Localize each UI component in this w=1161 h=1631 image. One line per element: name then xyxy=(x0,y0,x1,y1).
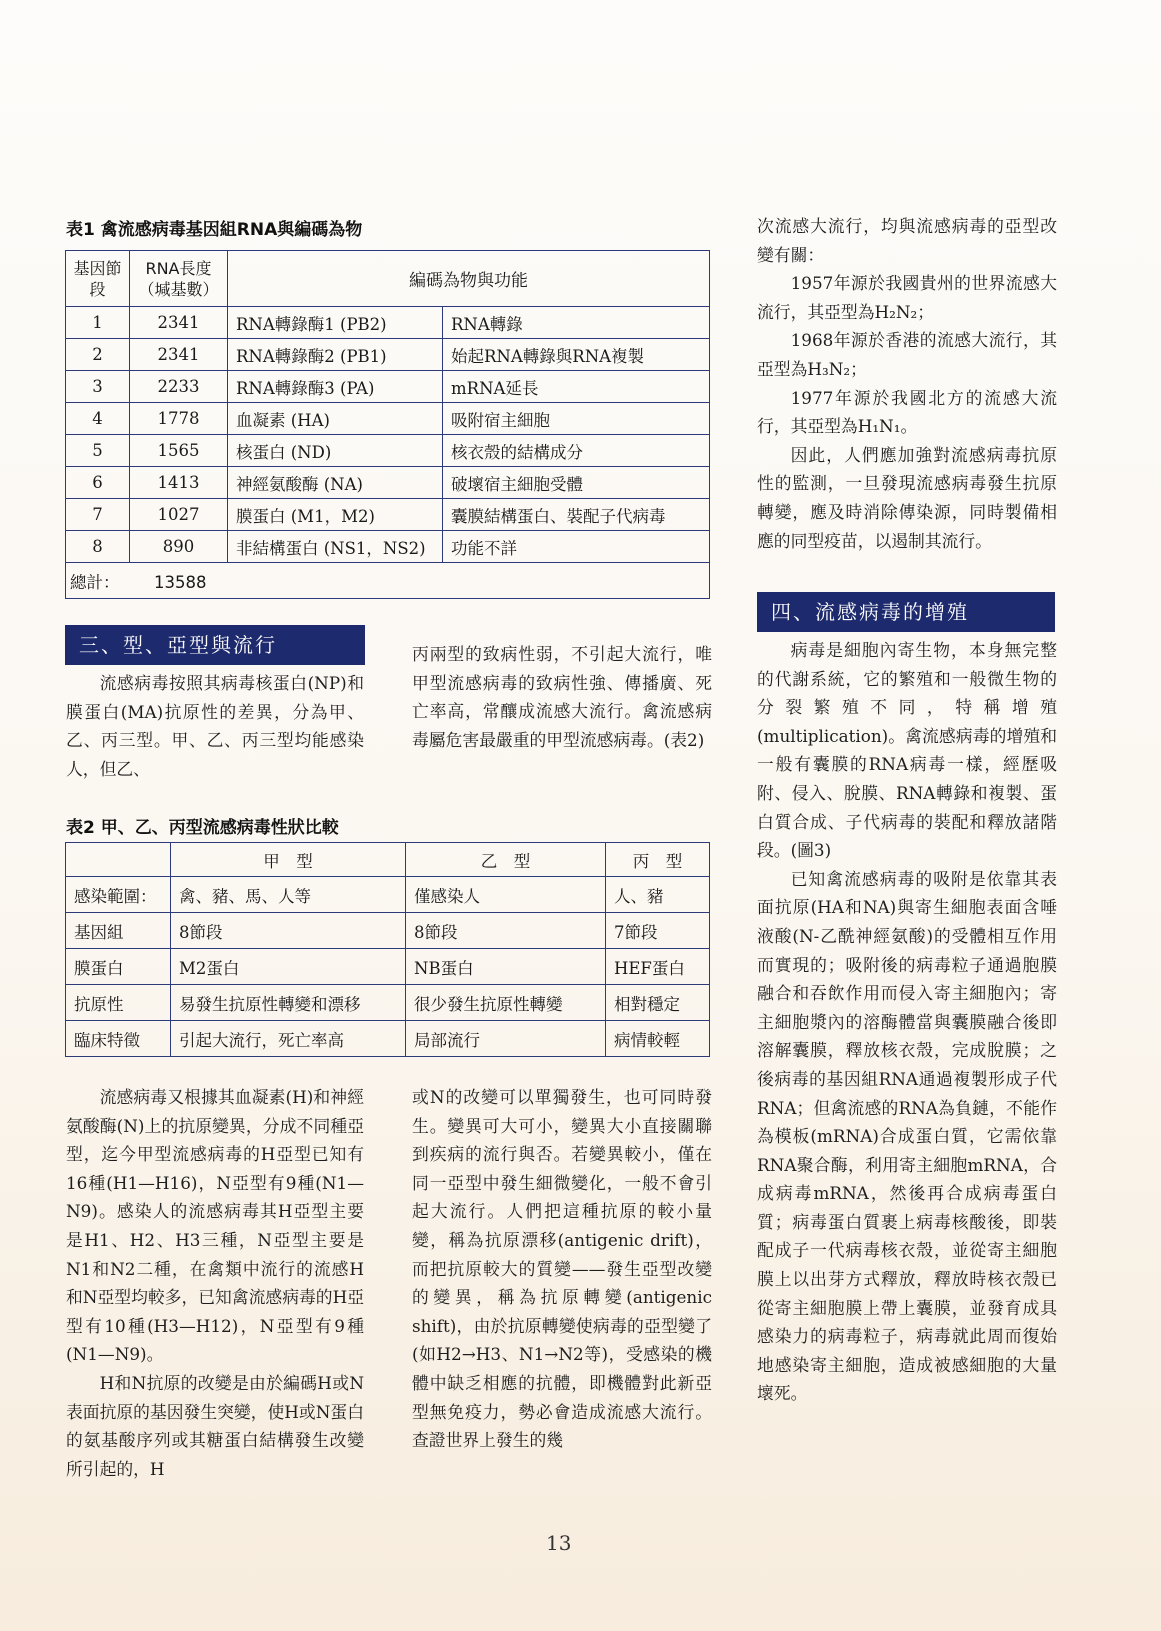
total-label: 總計： xyxy=(70,572,120,592)
type-b-cell: 局部流行 xyxy=(406,1021,606,1057)
function-cell: 始起RNA轉錄與RNA複製 xyxy=(443,339,710,371)
body-mid-para1: 或N的改變可以單獨發生，也可同時發生。變異可大可小，變異大小直接關聯到疾病的流行與否。若變異較小，僅在同一亞型中發生細微變化，一般不會引起大流行。人們把這種抗原的較小量變，稱為抗原漂移(antigenic drift)，而把抗原較大的質變——發生亞型改變的變異，稱為抗原轉變(antigenic shift)，由於抗原轉變使病毒的亞型變了(如H2→H3、N1→N2等)，受感染的機體中缺乏相應的抗體，即機體對此新亞型無免疫力，勢必會造成流感大流行。查證世界上發生的幾 xyxy=(412,1087,712,1451)
length-cell: 2341 xyxy=(130,307,228,339)
table2-caption: 表2 甲、乙、丙型流感病毒性狀比較 xyxy=(66,818,339,838)
segment-cell: 3 xyxy=(66,371,130,403)
segment-cell: 6 xyxy=(66,467,130,499)
table1-header-segment: 基因節段 xyxy=(66,251,130,307)
function-cell: RNA轉錄 xyxy=(443,307,710,339)
section3-para-left xyxy=(66,669,364,783)
total-value: 13588 xyxy=(154,572,207,592)
type-a-cell: 引起大流行，死亡率高 xyxy=(171,1021,406,1057)
table-row xyxy=(66,467,710,499)
row-label: 感染範圍： xyxy=(66,877,171,913)
row-label: 膜蛋白 xyxy=(66,949,171,985)
table-row xyxy=(66,371,710,403)
body-mid-column xyxy=(412,1083,712,1455)
product-cell: 血凝素 (HA) xyxy=(228,403,443,435)
table-row xyxy=(66,435,710,467)
type-a-cell: 禽、豬、馬、人等 xyxy=(171,877,406,913)
segment-cell: 7 xyxy=(66,499,130,531)
length-cell: 1413 xyxy=(130,467,228,499)
right-para4: 1977年源於我國北方的流感大流行，其亞型為H₁N₁。 xyxy=(757,387,1057,437)
table-row xyxy=(66,913,710,949)
table1 xyxy=(65,250,710,599)
length-cell: 890 xyxy=(130,531,228,563)
type-a-cell: 易發生抗原性轉變和漂移 xyxy=(171,985,406,1021)
page-number: 13 xyxy=(546,1531,572,1555)
right-para3: 1968年源於香港的流感大流行，其亞型為H₃N₂； xyxy=(757,330,1057,379)
type-b-cell: 僅感染人 xyxy=(406,877,606,913)
table-row xyxy=(66,307,710,339)
section3-para1: 流感病毒按照其病毒核蛋白(NP)和膜蛋白(MA)抗原性的差異，分為甲、乙、丙三型。甲、乙、丙三型均能感染人，但乙、 xyxy=(66,673,364,779)
table1-header-function: 編碼為物與功能 xyxy=(228,251,710,307)
type-c-cell: 相對穩定 xyxy=(606,985,710,1021)
function-cell: 破壞宿主細胞受體 xyxy=(443,467,710,499)
table-row xyxy=(66,877,710,913)
product-cell: 核蛋白 (ND) xyxy=(228,435,443,467)
section4-title: 四、流感病毒的增殖 xyxy=(757,592,1055,632)
length-cell: 1027 xyxy=(130,499,228,531)
table-row xyxy=(66,339,710,371)
function-cell: 囊膜結構蛋白、裝配子代病毒 xyxy=(443,499,710,531)
type-a-cell: M2蛋白 xyxy=(171,949,406,985)
row-label: 臨床特徵 xyxy=(66,1021,171,1057)
row-label: 抗原性 xyxy=(66,985,171,1021)
table-row xyxy=(66,985,710,1021)
function-cell: mRNA延長 xyxy=(443,371,710,403)
body-left-column xyxy=(66,1083,364,1483)
segment-cell: 8 xyxy=(66,531,130,563)
product-cell: 神經氨酸酶 (NA) xyxy=(228,467,443,499)
section3-para1-cont: 丙兩型的致病性弱，不引起大流行，唯甲型流感病毒的致病性強、傳播廣、死亡率高，常釀成流感大流行。禽流感病毒屬危害最嚴重的甲型流感病毒。(表2) xyxy=(412,644,712,750)
length-cell: 1565 xyxy=(130,435,228,467)
type-c-cell: 人、豬 xyxy=(606,877,710,913)
length-cell: 2233 xyxy=(130,371,228,403)
segment-cell: 4 xyxy=(66,403,130,435)
type-b-cell: 8節段 xyxy=(406,913,606,949)
function-cell: 功能不詳 xyxy=(443,531,710,563)
type-c-cell: 病情較輕 xyxy=(606,1021,710,1057)
product-cell: 膜蛋白 (M1，M2) xyxy=(228,499,443,531)
body-left-para1: 流感病毒又根據其血凝素(H)和神經氨酸酶(N)上的抗原變異，分成不同種亞型，迄今甲型流感病毒的H亞型已知有16種(H1—H16)，N亞型有9種(N1—N9)。感染人的流感病毒其H亞型主要是H1、H2、H3三種，N亞型主要是N1和N2二種，在禽類中流行的流感H和N亞型均較多，已知禽流感病毒的H亞型有10種(H3—H12)，N亞型有9種(N1—N9)。 xyxy=(66,1087,364,1365)
table2-header-b: 乙 型 xyxy=(406,843,606,877)
segment-cell: 5 xyxy=(66,435,130,467)
product-cell: RNA轉錄酶2 (PB1) xyxy=(228,339,443,371)
section4-para1: 病毒是細胞內寄生物，本身無完整的代謝系統，它的繁殖和一般微生物的分裂繁殖不同，特稱增殖(multiplication)。禽流感病毒的增殖和一般有囊膜的RNA病毒一樣，經歷吸附、侵入、脫膜、RNA轉錄和複製、蛋白質合成、子代病毒的裝配和釋放諸階段。(圖3) xyxy=(757,640,1057,861)
section4-para2: 已知禽流感病毒的吸附是依靠其表面抗原(HA和NA)與寄生細胞表面含唾液酸(N-乙酰神經氨酸)的受體相互作用而實現的；吸附後的病毒粒子通過胞膜融合和吞飲作用而侵入寄主細胞內；寄主細胞漿內的溶酶體當與囊膜融合後即溶解囊膜，釋放核衣殼，完成脫膜；之後病毒的基因組RNA通過複製形成子代RNA；但禽流感的RNA為負鏈，不能作為模板(mRNA)合成蛋白質，它需依靠RNA聚合酶，利用寄主細胞mRNA，合成病毒mRNA，然後再合成病毒蛋白質；病毒蛋白質裹上病毒核酸後，即裝配成子一代病毒核衣殼，並從寄主細胞膜上以出芽方式釋放，釋放時核衣殼已從寄主細胞膜上帶上囊膜，並發育成具感染力的病毒粒子，病毒就此周而復始地感染寄主細胞，造成被感細胞的大量壞死。 xyxy=(757,868,1057,1404)
length-cell: 2341 xyxy=(130,339,228,371)
length-cell: 1778 xyxy=(130,403,228,435)
right-para1: 次流感大流行，均與流感病毒的亞型改變有關： xyxy=(757,216,1057,265)
section4-body xyxy=(757,636,1057,1408)
product-cell: RNA轉錄酶3 (PA) xyxy=(228,371,443,403)
table2-header-c: 丙 型 xyxy=(606,843,710,877)
type-c-cell: 7節段 xyxy=(606,913,710,949)
body-left-para2: H和N抗原的改變是由於編碼H或N表面抗原的基因發生突變，使H或N蛋白的氨基酸序列或其糖蛋白結構發生改變所引起的，H xyxy=(66,1372,364,1479)
table-row xyxy=(66,531,710,563)
type-b-cell: 很少發生抗原性轉變 xyxy=(406,985,606,1021)
body-right-top xyxy=(757,212,1057,555)
row-label: 基因組 xyxy=(66,913,171,949)
segment-cell: 2 xyxy=(66,339,130,371)
product-cell: 非結構蛋白 (NS1，NS2) xyxy=(228,531,443,563)
table-row xyxy=(66,1021,710,1057)
table-row xyxy=(66,403,710,435)
section3-title: 三、型、亞型與流行 xyxy=(65,625,365,665)
function-cell: 核衣殼的結構成分 xyxy=(443,435,710,467)
table1-total-row xyxy=(66,563,710,599)
table-row xyxy=(66,499,710,531)
right-para2: 1957年源於我國貴州的世界流感大流行，其亞型為H₂N₂； xyxy=(757,273,1057,322)
type-b-cell: NB蛋白 xyxy=(406,949,606,985)
table-row xyxy=(66,949,710,985)
section3-para-mid xyxy=(412,640,712,754)
table2 xyxy=(65,842,710,1057)
type-a-cell: 8節段 xyxy=(171,913,406,949)
segment-cell: 1 xyxy=(66,307,130,339)
table2-header-a: 甲 型 xyxy=(171,843,406,877)
table1-header-length: RNA長度（堿基數） xyxy=(130,251,228,307)
product-cell: RNA轉錄酶1 (PB2) xyxy=(228,307,443,339)
type-c-cell: HEF蛋白 xyxy=(606,949,710,985)
function-cell: 吸附宿主細胞 xyxy=(443,403,710,435)
right-para5: 因此，人們應加強對流感病毒抗原性的監測，一旦發現流感病毒發生抗原轉變，應及時消除傳染源，同時製備相應的同型疫苗，以遏制其流行。 xyxy=(757,444,1057,551)
table1-caption: 表1 禽流感病毒基因組RNA與編碼為物 xyxy=(66,220,363,240)
